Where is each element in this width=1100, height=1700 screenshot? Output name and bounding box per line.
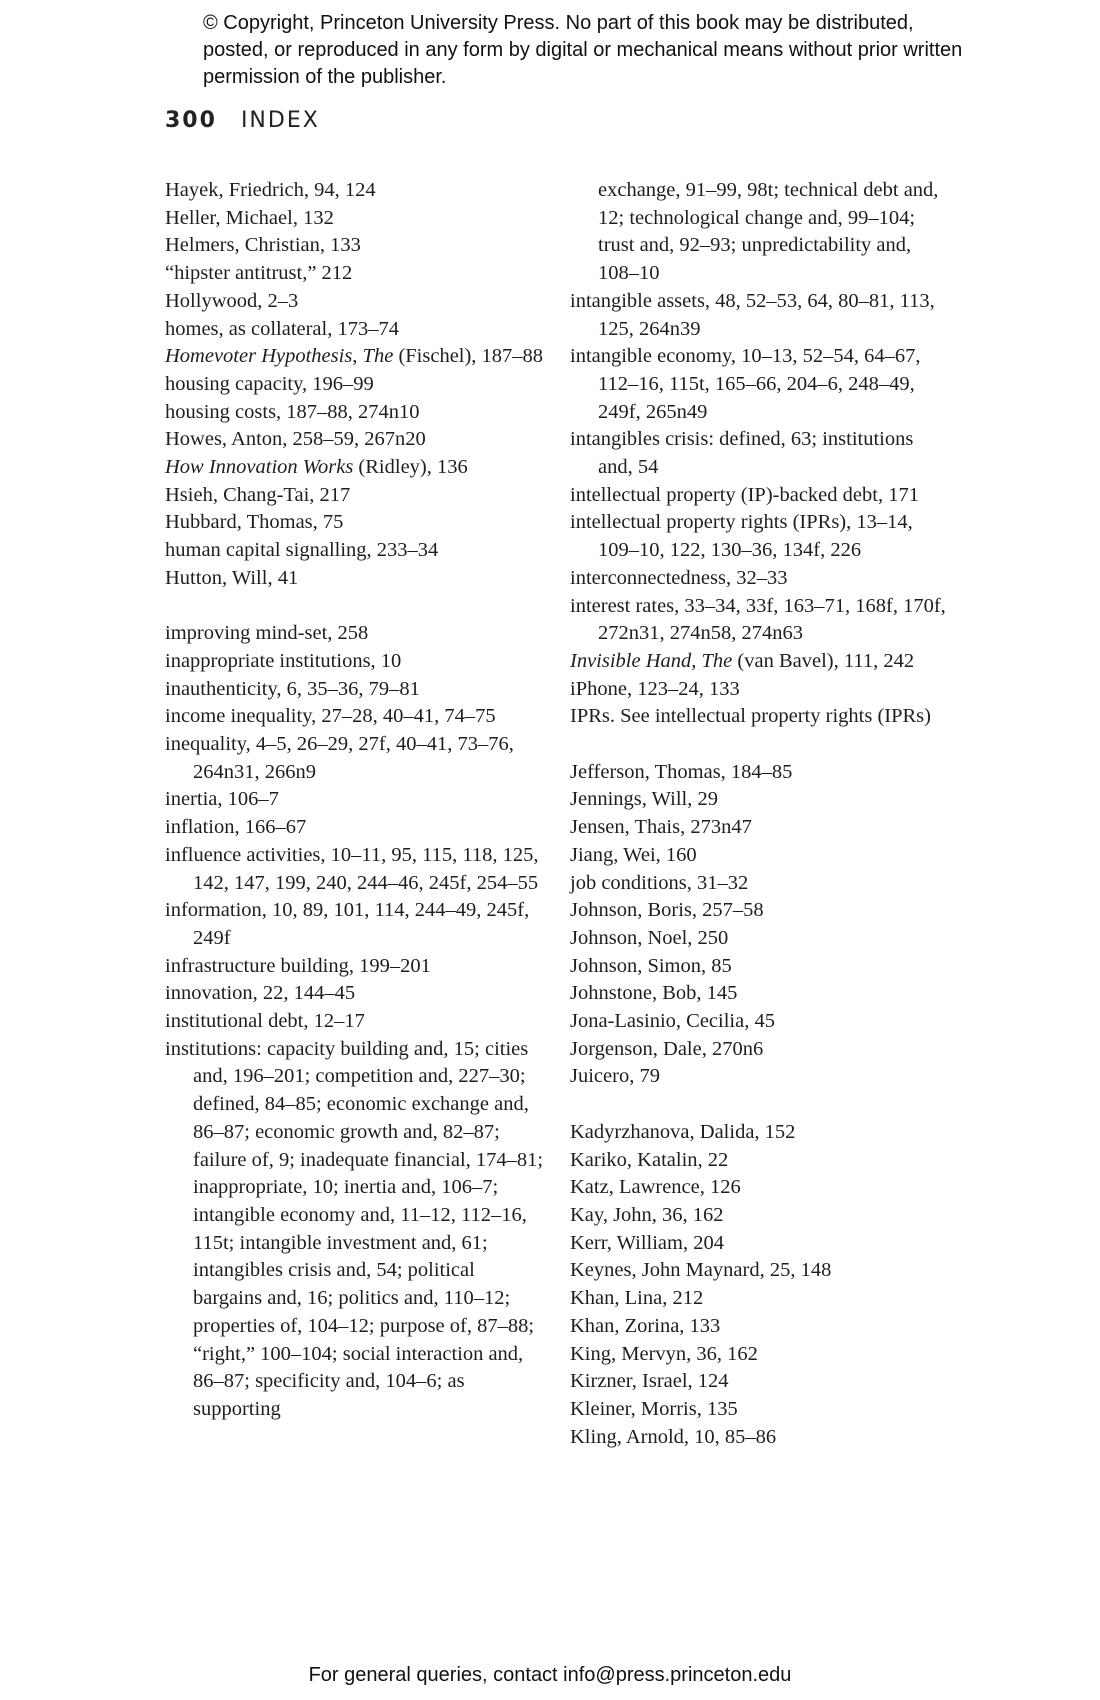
index-entry xyxy=(570,482,950,510)
entry-text: Jensen, Thais, 273n47 xyxy=(570,816,752,839)
entry-text: Kadyrzhanova, Dalida, 152 xyxy=(570,1120,796,1143)
index-entry xyxy=(570,1036,950,1064)
index-entry xyxy=(570,1230,950,1258)
index-entry xyxy=(165,288,545,316)
index-entry xyxy=(570,1008,950,1036)
entry-title-italic: Invisible Hand, The xyxy=(570,649,733,672)
index-entry xyxy=(570,1174,950,1202)
entry-text: inertia, 106–7 xyxy=(165,788,279,811)
index-entry xyxy=(570,1147,950,1175)
index-entry xyxy=(165,1008,545,1036)
entry-title-italic: Homevoter Hypothesis, The xyxy=(165,345,394,368)
index-entry xyxy=(570,870,950,898)
index-entry xyxy=(570,676,950,704)
entry-text: Jefferson, Thomas, 184–85 xyxy=(570,760,793,783)
index-entry xyxy=(570,703,950,731)
entry-text: Helmers, Christian, 133 xyxy=(165,234,361,257)
index-entry xyxy=(165,814,545,842)
page-number: 300 xyxy=(165,108,217,133)
index-entry xyxy=(570,426,950,481)
index-entry xyxy=(570,509,950,564)
index-entry xyxy=(570,814,950,842)
index-entry xyxy=(570,1424,950,1452)
index-entry xyxy=(570,648,950,676)
entry-text: Keynes, John Maynard, 25, 148 xyxy=(570,1259,832,1282)
entry-text: Khan, Zorina, 133 xyxy=(570,1314,721,1337)
index-entry xyxy=(165,371,545,399)
entry-text: Hayek, Friedrich, 94, 124 xyxy=(165,179,376,201)
index-entry xyxy=(165,703,545,731)
entry-text: human capital signalling, 233–34 xyxy=(165,539,439,562)
index-entry xyxy=(570,1257,950,1285)
entry-text: job conditions, 31–32 xyxy=(570,871,749,894)
entry-text: Jennings, Will, 29 xyxy=(570,788,718,811)
index-entry xyxy=(165,482,545,510)
entry-text: Jiang, Wei, 160 xyxy=(570,843,697,866)
entry-text: Katz, Lawrence, 126 xyxy=(570,1176,741,1199)
entry-text: Hsieh, Chang-Tai, 217 xyxy=(165,483,351,506)
index-entry xyxy=(165,316,545,344)
index-entry xyxy=(165,232,545,260)
index-entry xyxy=(570,1396,950,1424)
index-entry xyxy=(165,786,545,814)
index-entry xyxy=(570,565,950,593)
index-entry xyxy=(570,925,950,953)
index-entry xyxy=(570,759,950,787)
entry-text: inappropriate institutions, 10 xyxy=(165,649,402,672)
index-entry xyxy=(165,426,545,454)
index-entry xyxy=(570,897,950,925)
index-entry xyxy=(165,260,545,288)
entry-text: innovation, 22, 144–45 xyxy=(165,982,356,1005)
entry-text: exchange, 91–99, 98t; technical debt and, 12; technological change and, 99–104; trust and, 92–93; unpredictability and, 108–10 xyxy=(598,179,939,285)
index-column-left xyxy=(165,177,545,1424)
entry-text: intangible assets, 48, 52–53, 64, 80–81, 113, 125, 264n39 xyxy=(570,289,935,340)
index-entry xyxy=(165,620,545,648)
index-entry xyxy=(165,1036,545,1424)
entry-text: Hutton, Will, 41 xyxy=(165,566,299,589)
index-entry xyxy=(570,1313,950,1341)
entry-text: Johnson, Simon, 85 xyxy=(570,954,732,977)
index-entry xyxy=(165,731,545,786)
index-entry xyxy=(570,980,950,1008)
entry-text: information, 10, 89, 101, 114, 244–49, 245f, 249f xyxy=(165,899,530,949)
index-entry xyxy=(570,786,950,814)
index-entry xyxy=(570,288,950,343)
entry-text: Howes, Anton, 258–59, 267n20 xyxy=(165,428,426,451)
index-entry xyxy=(165,343,545,371)
entry-text: Hollywood, 2–3 xyxy=(165,289,299,312)
index-entry xyxy=(570,593,950,648)
section-title: INDEX xyxy=(240,108,320,133)
entry-text: Kirzner, Israel, 124 xyxy=(570,1370,729,1393)
entry-text: IPRs. See intellectual property rights (IPRs) xyxy=(570,705,931,728)
entry-text: Johnstone, Bob, 145 xyxy=(570,982,738,1005)
entry-text: (Ridley), 136 xyxy=(353,456,468,479)
index-entry xyxy=(165,537,545,565)
entry-text: improving mind-set, 258 xyxy=(165,622,369,645)
copyright-notice: © Copyright, Princeton University Press. No part of this book may be distributed, posted, or reproduced in any form by digital or mechanical means without prior written permission of the publisher. xyxy=(203,12,963,88)
index-entry xyxy=(165,953,545,981)
entry-text: (Fischel), 187–88 xyxy=(393,345,544,368)
entry-text: iPhone, 123–24, 133 xyxy=(570,677,740,700)
entry-text: Heller, Michael, 132 xyxy=(165,206,334,229)
index-entry xyxy=(570,1285,950,1313)
entry-text: Jorgenson, Dale, 270n6 xyxy=(570,1037,764,1060)
entry-text: infrastructure building, 199–201 xyxy=(165,954,431,977)
entry-text: Kariko, Katalin, 22 xyxy=(570,1148,729,1171)
entry-text: Khan, Lina, 212 xyxy=(570,1287,704,1310)
index-entry xyxy=(165,842,545,897)
index-entry xyxy=(570,1119,950,1147)
index-entry xyxy=(165,565,545,593)
index-entry xyxy=(165,399,545,427)
index-entry xyxy=(570,842,950,870)
letter-group-gap xyxy=(570,731,950,759)
entry-text: housing capacity, 196–99 xyxy=(165,372,374,395)
entry-text: institutions: capacity building and, 15; cities and, 196–201; competition and, 227–30; defined, 84–85; economic exchange and, 86–87; economic growth and, 82–87; failure of, 9; inadequate financial, 174–81; inappropriate, 10; inertia and, 106–7; intangible economy and, 11–12, 112–16, 115t; intangible investment and, 61; intangibles crisis and, 54; political bargains and, 16; politics and, 110–12; properties of, 104–12; purpose of, 87–88; “right,” 100–104; social interaction and, 86–87; specificity and, 104–6; as supporting xyxy=(165,1037,544,1420)
index-entry-continued xyxy=(570,177,950,288)
index-entry xyxy=(570,1341,950,1369)
entry-text: intangible economy, 10–13, 52–54, 64–67, 112–16, 115t, 165–66, 204–6, 248–49, 249f, 265n49 xyxy=(570,345,921,423)
entry-text: Hubbard, Thomas, 75 xyxy=(165,511,344,534)
entry-text: income inequality, 27–28, 40–41, 74–75 xyxy=(165,705,496,728)
index-entry xyxy=(570,1063,950,1091)
entry-text: Johnson, Boris, 257–58 xyxy=(570,899,764,922)
entry-text: Kling, Arnold, 10, 85–86 xyxy=(570,1425,777,1448)
entry-text: Kleiner, Morris, 135 xyxy=(570,1397,738,1420)
letter-group-gap xyxy=(165,593,545,621)
entry-text: housing costs, 187–88, 274n10 xyxy=(165,400,420,423)
index-entry xyxy=(165,897,545,952)
footer-contact: For general queries, contact info@press.princeton.edu xyxy=(308,1664,792,1686)
entry-text: interest rates, 33–34, 33f, 163–71, 168f, 170f, 272n31, 274n58, 274n63 xyxy=(570,594,946,645)
index-column-right xyxy=(570,177,950,1451)
index-entry xyxy=(570,953,950,981)
entry-text: Johnson, Noel, 250 xyxy=(570,926,729,949)
index-entry xyxy=(165,205,545,233)
entry-text: “hipster antitrust,” 212 xyxy=(165,262,353,285)
index-entry xyxy=(570,1202,950,1230)
entry-text: interconnectedness, 32–33 xyxy=(570,566,788,589)
letter-group-gap xyxy=(570,1091,950,1119)
entry-text: (van Bavel), 111, 242 xyxy=(732,649,915,672)
entry-text: intellectual property (IP)-backed debt, 171 xyxy=(570,483,919,506)
entry-text: influence activities, 10–11, 95, 115, 118, 125, 142, 147, 199, 240, 244–46, 245f, 254–55 xyxy=(165,843,539,894)
entry-text: Jona-Lasinio, Cecilia, 45 xyxy=(570,1010,775,1033)
entry-text: inequality, 4–5, 26–29, 27f, 40–41, 73–76, 264n31, 266n9 xyxy=(165,733,514,783)
index-entry xyxy=(165,454,545,482)
entry-text: inflation, 166–67 xyxy=(165,816,307,839)
entry-text: intellectual property rights (IPRs), 13–14, 109–10, 122, 130–36, 134f, 226 xyxy=(570,511,913,562)
entry-text: Kay, John, 36, 162 xyxy=(570,1203,724,1226)
index-entry xyxy=(570,1368,950,1396)
entry-text: inauthenticity, 6, 35–36, 79–81 xyxy=(165,677,420,700)
running-header xyxy=(165,108,320,133)
entry-text: intangibles crisis: defined, 63; institutions and, 54 xyxy=(570,428,914,479)
index-entry xyxy=(165,648,545,676)
index-entry xyxy=(165,676,545,704)
entry-title-italic: How Innovation Works xyxy=(165,456,354,479)
index-entry xyxy=(165,509,545,537)
index-entry xyxy=(165,980,545,1008)
entry-text: institutional debt, 12–17 xyxy=(165,1010,365,1033)
index-entry xyxy=(165,177,545,205)
entry-text: homes, as collateral, 173–74 xyxy=(165,317,399,340)
entry-text: King, Mervyn, 36, 162 xyxy=(570,1342,758,1365)
entry-text: Juicero, 79 xyxy=(570,1065,660,1088)
index-entry xyxy=(570,343,950,426)
entry-text: Kerr, William, 204 xyxy=(570,1231,724,1254)
